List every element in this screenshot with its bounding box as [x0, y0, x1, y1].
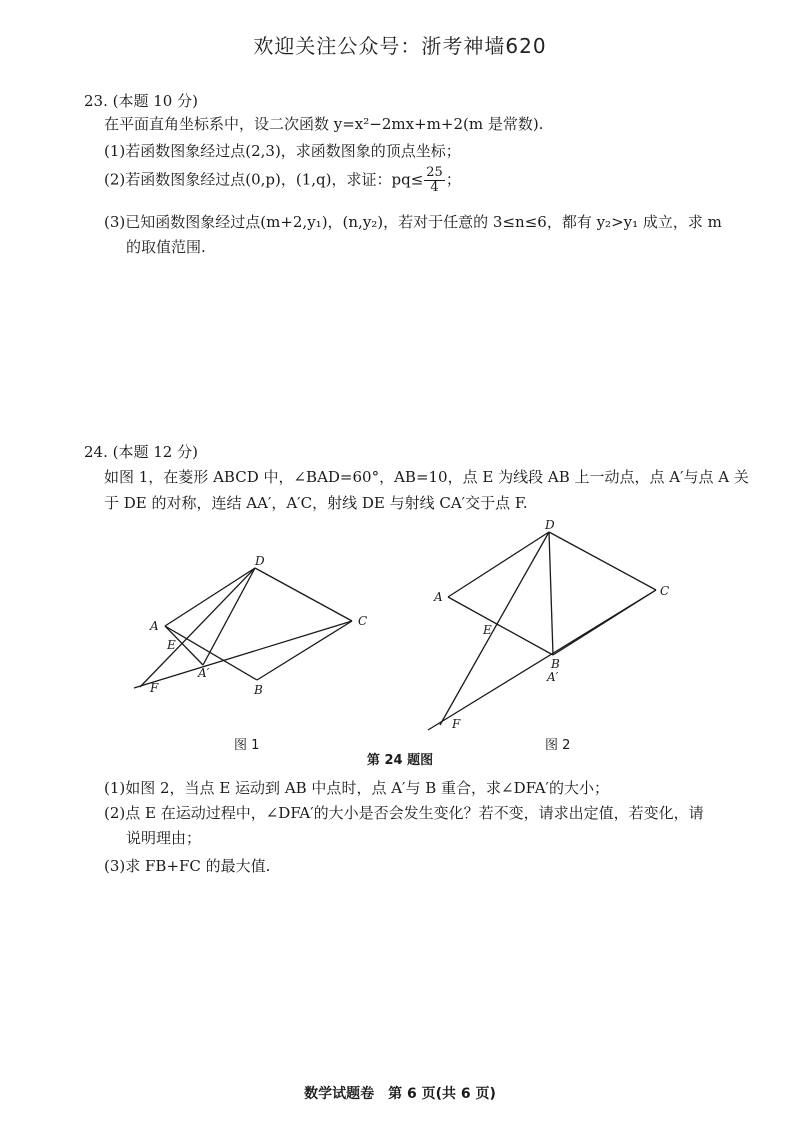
fig1-segment-da: [203, 568, 255, 665]
q23-fraction: [424, 166, 445, 195]
fig1-label-c: C: [358, 614, 368, 628]
q24-part3: (3)求 FB+FC 的最大值.: [104, 857, 271, 875]
fig1-label-d: D: [255, 554, 265, 568]
fig1-side-cb: [257, 621, 352, 680]
q24-part1: (1)如图 2，当点 E 运动到 AB 中点时，点 A′与 B 重合，求∠DFA′的大小；: [104, 779, 609, 797]
q23-fraction-denominator: 4: [430, 180, 439, 195]
fig1-label-a: A: [150, 619, 159, 633]
fig2-side-dc: [549, 532, 656, 590]
q23-part2-text: (2)若函数图象经过点(0,p)，(1,q)，求证：pq≤: [104, 170, 424, 189]
fig2-label-e: E: [483, 623, 492, 637]
q24-intro-line1: 如图 1，在菱形 ABCD 中，∠BAD=60°，AB=10，点 E 为线段 AB 上一动点，点 A′与点 A 关: [104, 468, 749, 486]
fig2-label-b: B: [551, 657, 560, 671]
fig2-label-d: D: [545, 518, 555, 532]
q23-part1: (1)若函数图象经过点(2,3)，求函数图象的顶点坐标；: [104, 142, 461, 160]
fig2-side-cb: [553, 590, 656, 655]
fig2-side-ad: [448, 532, 549, 597]
fig1-side-ad: [165, 568, 255, 626]
fig2-label-c: C: [660, 584, 670, 598]
fig1-label-a-prime: A′: [198, 666, 210, 680]
fig2-label-a: A: [434, 590, 443, 604]
fig1-segment-aa: [165, 626, 203, 665]
fig1-side-dc: [255, 568, 352, 621]
q23-part3-line2: 的取值范围.: [126, 238, 206, 256]
fig1-label-e: E: [167, 638, 176, 652]
page-footer: 数学试题卷 第 6 页(共 6 页): [304, 1086, 496, 1102]
q23-part2-end: ；: [445, 170, 461, 189]
fig2-caption: 图 2: [545, 738, 571, 753]
fig1-caption: 图 1: [234, 738, 260, 753]
fig1-label-f: F: [150, 681, 159, 695]
q23-fraction-numerator: 25: [426, 165, 443, 180]
fig2-label-a-prime: A′: [547, 670, 559, 684]
fig1-ray-de: [140, 568, 255, 687]
fig1-ray-ca: [134, 621, 352, 688]
fig2-ray-de: [440, 532, 549, 725]
q23-part2: [104, 166, 461, 195]
q24-intro-line2: 于 DE 的对称，连结 AA′，A′C，射线 DE 与射线 CA′交于点 F.: [104, 494, 528, 512]
q24-part2-line1: (2)点 E 在运动过程中，∠DFA′的大小是否会发生变化？若不变，请求出定值，若变化，请: [104, 804, 704, 822]
fig2-ray-cb: [428, 590, 656, 730]
fig1-label-b: B: [254, 683, 263, 697]
q23-number: 23. (本题 10 分): [84, 92, 198, 110]
q23-part3-line1: (3)已知函数图象经过点(m+2,y₁)，(n,y₂)，若对于任意的 3≤n≤6，都有 y₂>y₁ 成立，求 m: [104, 213, 722, 231]
fig2-diagonal-db: [549, 532, 553, 655]
fig2-side-ab: [448, 597, 553, 655]
figure-caption: 第 24 题图: [366, 753, 434, 768]
q24-part2-line2: 说明理由；: [126, 829, 202, 847]
q23-intro: 在平面直角坐标系中，设二次函数 y=x²−2mx+m+2(m 是常数).: [104, 115, 544, 133]
page-header: 欢迎关注公众号：浙考神墙620: [253, 34, 547, 58]
q24-number: 24. (本题 12 分): [84, 443, 198, 461]
fig1-side-ab: [165, 626, 257, 680]
fig2-label-f: F: [452, 717, 461, 731]
